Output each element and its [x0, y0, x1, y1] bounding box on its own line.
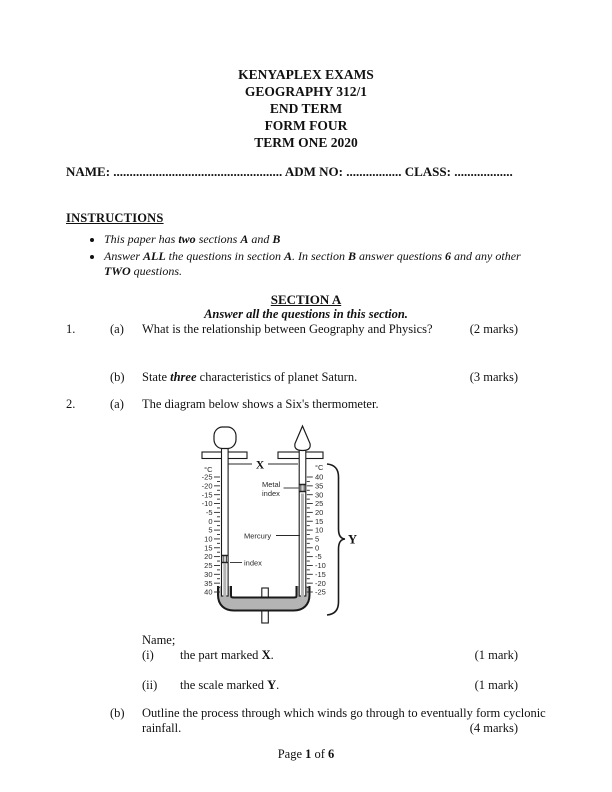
question-2a-ii-row — [66, 678, 518, 693]
header-line-exam-body: KENYAPLEX EXAMS — [238, 67, 374, 82]
part-label: (i) — [142, 648, 154, 662]
mercury-left-column — [223, 564, 226, 601]
label-x: X — [255, 459, 265, 472]
question-1b-row — [66, 370, 518, 385]
candidate-details-line — [66, 164, 519, 180]
section-a-subtitle: Answer all the questions in this section. — [204, 307, 408, 321]
sixs-thermometer-figure — [165, 408, 365, 636]
svg-text:10: 10 — [315, 525, 324, 535]
svg-text:0: 0 — [208, 516, 213, 526]
svg-text:-20: -20 — [201, 481, 213, 491]
name-label: NAME: — [66, 164, 111, 179]
label-mercury: Mercury — [244, 531, 272, 541]
svg-text:-25: -25 — [315, 587, 326, 597]
right-bulb — [295, 426, 310, 451]
header-line-subject-code: GEOGRAPHY 312/1 — [244, 84, 368, 99]
question-1a-row — [66, 322, 518, 337]
section-a-heading — [0, 292, 612, 322]
question-number: 2. — [66, 397, 76, 411]
mercury-right-column — [301, 494, 304, 601]
marks-label: (2 marks) — [469, 322, 518, 336]
right-scale — [307, 473, 326, 597]
svg-text:20: 20 — [204, 552, 213, 562]
class-dotted-line: .................. — [454, 164, 513, 179]
svg-text:35: 35 — [315, 481, 324, 491]
question-text: the scale marked Y. — [180, 678, 280, 692]
question-text: State three characteristics of planet Saturn. — [142, 370, 358, 384]
instructions-title: INSTRUCTIONS — [66, 211, 164, 225]
instructions-section — [66, 211, 556, 281]
part-label: (b) — [110, 370, 125, 384]
svg-text:-15: -15 — [201, 490, 213, 500]
name-heading: Name; — [142, 633, 176, 647]
part-label: (a) — [110, 397, 124, 411]
svg-text:30: 30 — [315, 490, 324, 500]
svg-text:10: 10 — [204, 534, 213, 544]
adm-no-label: ADM NO: — [284, 164, 343, 179]
marks-label: (1 mark) — [474, 678, 518, 692]
y-brace — [327, 464, 345, 615]
header-line-form: FORM FOUR — [264, 118, 348, 133]
marks-label: (4 marks) — [469, 721, 518, 735]
marks-label: (3 marks) — [469, 370, 518, 384]
class-label: CLASS: — [404, 164, 451, 179]
svg-text:30: 30 — [204, 569, 213, 579]
right-scale-unit: °C — [315, 463, 324, 472]
header-line-exam-type: END TERM — [269, 101, 343, 116]
header-line-term-year: TERM ONE 2020 — [254, 135, 358, 150]
svg-text:15: 15 — [204, 543, 213, 553]
svg-text:25: 25 — [204, 561, 213, 571]
svg-text:-10: -10 — [201, 499, 213, 509]
label-y: Y — [348, 532, 358, 547]
svg-text:40: 40 — [315, 472, 324, 482]
instruction-item: • Answer ALL the questions in section A. In section B answer questions 6 and any other TWO questions. — [104, 249, 546, 280]
question-2-name-heading-row — [66, 633, 518, 648]
name-dotted-line: .................................................... — [113, 164, 283, 179]
svg-text:5: 5 — [315, 534, 320, 544]
svg-text:0: 0 — [315, 543, 320, 553]
section-a-title: SECTION A — [270, 292, 342, 307]
part-label: (ii) — [142, 678, 158, 692]
question-text: The diagram below shows a Six's thermometer. — [142, 397, 379, 411]
exam-header — [0, 66, 612, 151]
svg-text:20: 20 — [315, 507, 324, 517]
left-scale — [202, 473, 220, 597]
marks-label: (1 mark) — [474, 648, 518, 662]
question-text: the part marked X. — [180, 648, 274, 662]
svg-text:40: 40 — [204, 587, 213, 597]
question-text: Outline the process through which winds go through to eventually form cyclonic rainfall. — [142, 706, 546, 735]
left-scale-unit: °C — [204, 465, 213, 474]
label-metal-index-line1: Metal — [262, 480, 281, 489]
svg-text:-5: -5 — [205, 507, 213, 517]
part-label: (b) — [110, 706, 125, 720]
svg-text:-5: -5 — [315, 552, 322, 562]
svg-text:15: 15 — [315, 516, 324, 526]
part-label: (a) — [110, 322, 124, 336]
adm-dotted-line: ................. — [346, 164, 402, 179]
question-text: What is the relationship between Geography and Physics? — [142, 322, 433, 336]
svg-text:35: 35 — [204, 578, 213, 588]
svg-text:-15: -15 — [315, 569, 326, 579]
label-metal-index-line2: index — [262, 489, 280, 498]
svg-text:-25: -25 — [201, 472, 213, 482]
svg-text:-20: -20 — [315, 578, 326, 588]
instruction-item: • This paper has two sections A and B — [104, 232, 546, 248]
instructions-list — [66, 232, 556, 280]
question-number: 1. — [66, 322, 76, 336]
left-bulb — [214, 427, 236, 449]
svg-text:5: 5 — [208, 525, 213, 535]
page-footer — [0, 747, 612, 762]
thermometer-diagram — [165, 408, 365, 636]
svg-text:25: 25 — [315, 499, 324, 509]
page-number: Page 1 of 6 — [277, 747, 335, 761]
question-2b-row — [66, 706, 546, 736]
svg-text:-10: -10 — [315, 561, 326, 571]
question-2a-i-row — [66, 648, 518, 663]
label-index: index — [244, 558, 262, 568]
